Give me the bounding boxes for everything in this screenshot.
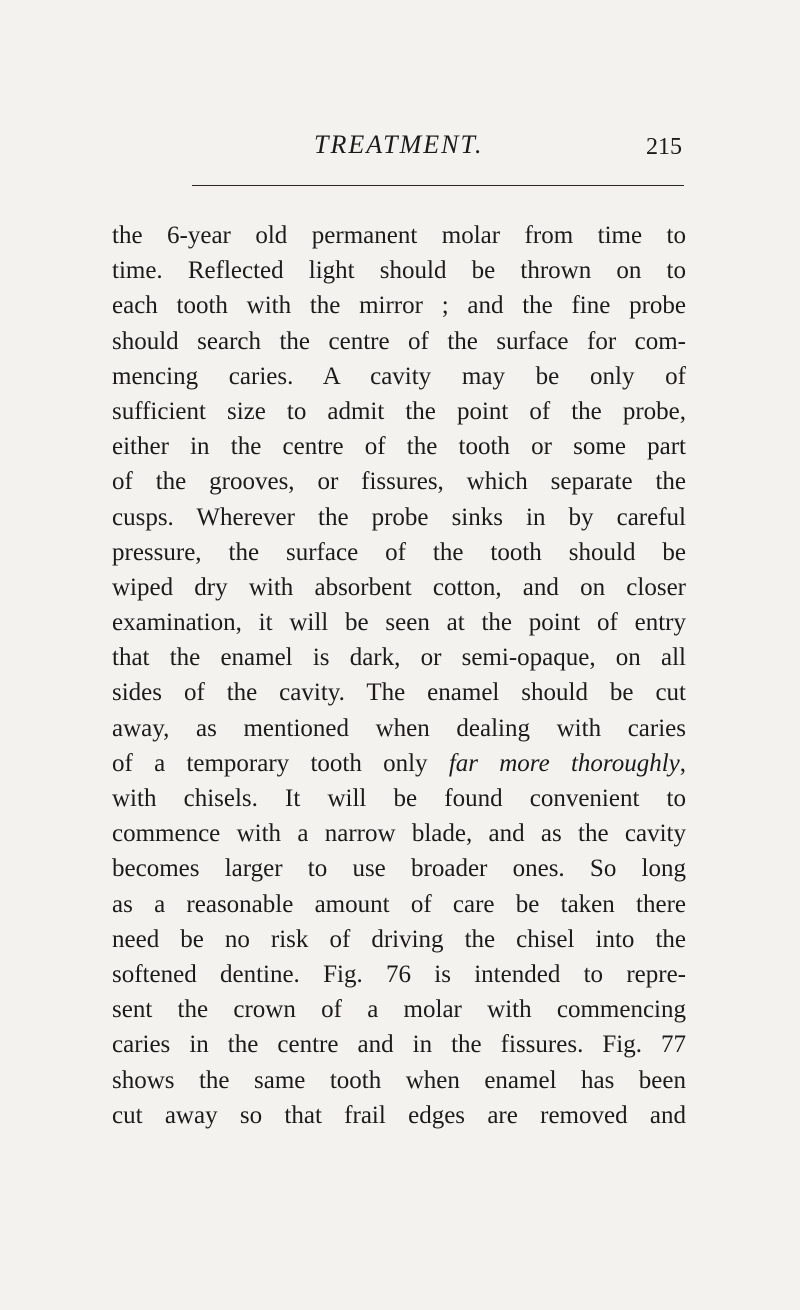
text-line: with chisels. It will be found convenient to: [112, 785, 686, 812]
text-line: sufficient size to admit the point of the probe,: [112, 397, 686, 425]
header-rule: [192, 185, 684, 186]
text-line: mencing caries. A cavity may be only of: [112, 362, 686, 390]
text-line: cut away so that frail edges are removed and: [112, 1101, 686, 1129]
text-line: need be no risk of driving the chisel into the: [112, 925, 686, 953]
text-line: pressure, the surface of the tooth should be: [112, 538, 686, 566]
page-number: 215: [646, 134, 682, 160]
text-line: that the enamel is dark, or semi-opaque, on all: [112, 644, 686, 672]
text-line: as a reasonable amount of care be taken there: [112, 890, 686, 918]
body-paragraph: [112, 218, 686, 1133]
running-title: TREATMENT.: [314, 130, 484, 159]
text-line: commence with a narrow blade, and as the cavity: [112, 820, 686, 848]
text-line: softened dentine. Fig. 76 is intended to repre-: [112, 960, 686, 988]
text-line: of the grooves, or fissures, which separate the: [112, 468, 686, 496]
text-line: sent the crown of a molar with commencing: [112, 996, 686, 1024]
text-line: away, as mentioned when dealing with caries: [112, 714, 686, 742]
text-line: sides of the cavity. The enamel should be cut: [112, 679, 686, 707]
text-line: caries in the centre and in the fissures. Fig. 77: [112, 1031, 686, 1059]
text-line: becomes larger to use broader ones. So long: [112, 855, 686, 883]
text-line: each tooth with the mirror ; and the fine probe: [112, 292, 686, 320]
text-line: should search the centre of the surface for com-: [112, 327, 686, 355]
running-head: [0, 128, 800, 172]
italic-emphasis: far more thoroughly: [448, 749, 680, 777]
text-line: cusps. Wherever the probe sinks in by careful: [112, 503, 686, 531]
text-line: either in the centre of the tooth or some part: [112, 433, 686, 461]
text-line: examination, it will be seen at the point of entry: [112, 609, 686, 637]
text-line: the 6-year old permanent molar from time to: [112, 222, 686, 249]
roman-text: of a temporary tooth only: [112, 749, 449, 777]
text-line: wiped dry with absorbent cotton, and on closer: [112, 573, 686, 601]
text-line: time. Reflected light should be thrown on to: [112, 257, 686, 285]
text-line: shows the same tooth when enamel has been: [112, 1066, 686, 1094]
trailing-punctuation: ,: [679, 749, 686, 777]
text-line-mixed: [112, 746, 686, 781]
